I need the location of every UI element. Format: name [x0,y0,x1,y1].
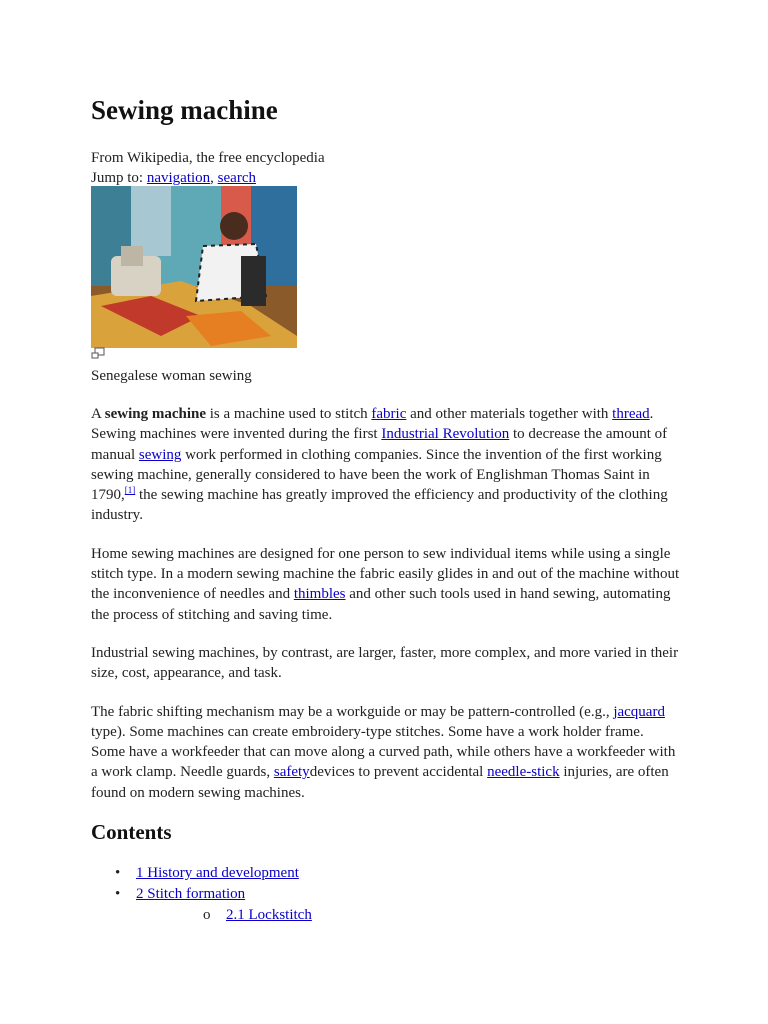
table-of-contents [91,863,312,926]
bold-term: sewing machine [104,406,207,422]
text-run: . Sewing machines were invented during the first [91,406,654,443]
text-run: A [91,406,105,422]
contents-heading: Contents [91,820,172,844]
toc-subitem [136,905,312,926]
paragraph-intro [91,404,681,526]
tagline: From Wikipedia, the free encyclopedia [91,150,325,166]
bullet-icon: • [115,865,121,881]
text-run: injuries, are often found on modern sewing machines. [91,764,669,801]
link-sewing[interactable]: sewing [138,446,182,463]
toc-link-stitch-formation[interactable]: 2 Stitch formation [136,886,246,902]
link-safety[interactable]: safety [273,764,310,781]
magnify-icon[interactable] [91,347,105,359]
toc-item [91,884,312,926]
article-thumbnail-image[interactable] [91,186,297,348]
paragraph-industrial [91,643,681,684]
text-run: the sewing machine has greatly improved the efficiency and productivity of the clothing industry. [91,487,668,524]
text-run: and other materials together with [406,406,613,422]
text-run: is a machine used to stitch [206,406,372,422]
link-jacquard[interactable]: jacquard [613,703,665,720]
jump-to: Jump to: navigation, search [91,170,256,186]
toc-link-history[interactable]: 1 History and development [136,865,299,881]
sub-bullet-icon: o [203,907,211,923]
toc-link-lockstitch[interactable]: 2.1 Lockstitch [226,907,312,923]
text-run: devices to prevent accidental [309,764,488,781]
page-title: Sewing machine [91,95,278,125]
article-body [91,404,681,821]
reference-link[interactable]: [1] [124,485,136,496]
paragraph-mechanism [91,702,681,803]
paragraph-home-machines [91,544,681,625]
jump-to-label: Jump to: [91,170,144,186]
jump-search-link[interactable]: search [217,170,256,186]
jump-navigation-link[interactable]: navigation [146,170,211,186]
text-run: Home sewing machines are designed for one person to sew individual items while using a single stitch type. In a modern sewing machine the fabric easily glides in and out of the machine without the inconvenience of needles and [91,545,680,603]
text-run: and other such tools used in hand sewing, automating the process of stitching and saving time. [91,586,671,623]
link-thimbles[interactable]: thimbles [293,586,346,603]
link-fabric[interactable]: fabric [371,406,407,422]
text-run: The fabric shifting mechanism may be a workguide or may be pattern-controlled (e.g., [91,703,614,720]
toc-item [91,863,312,884]
text-run: work performed in clothing companies. Since the invention of the first working sewing machine, generally considered to have been the work of Englishman Thomas Saint in 1790, [91,446,662,504]
text-run: Industrial sewing machines, by contrast, are larger, faster, more complex, and more varied in their size, cost, appearance, and task. [91,644,679,682]
photo-sewing-woman [91,186,297,348]
text-run: to decrease the amount of manual [91,426,668,463]
bullet-icon: • [115,886,121,902]
image-caption: Senegalese woman sewing [91,368,252,384]
link-industrial-revolution[interactable]: Industrial Revolution [381,426,510,443]
link-needle-stick[interactable]: needle-stick [487,764,560,781]
link-thread[interactable]: thread [612,406,650,422]
text-run: type). Some machines can create embroidery-type stitches. Some have a work holder frame. Some have a workfeeder that can move along a curved path, while others have a workfeeder with a work clamp. Needle guards, [91,723,676,781]
